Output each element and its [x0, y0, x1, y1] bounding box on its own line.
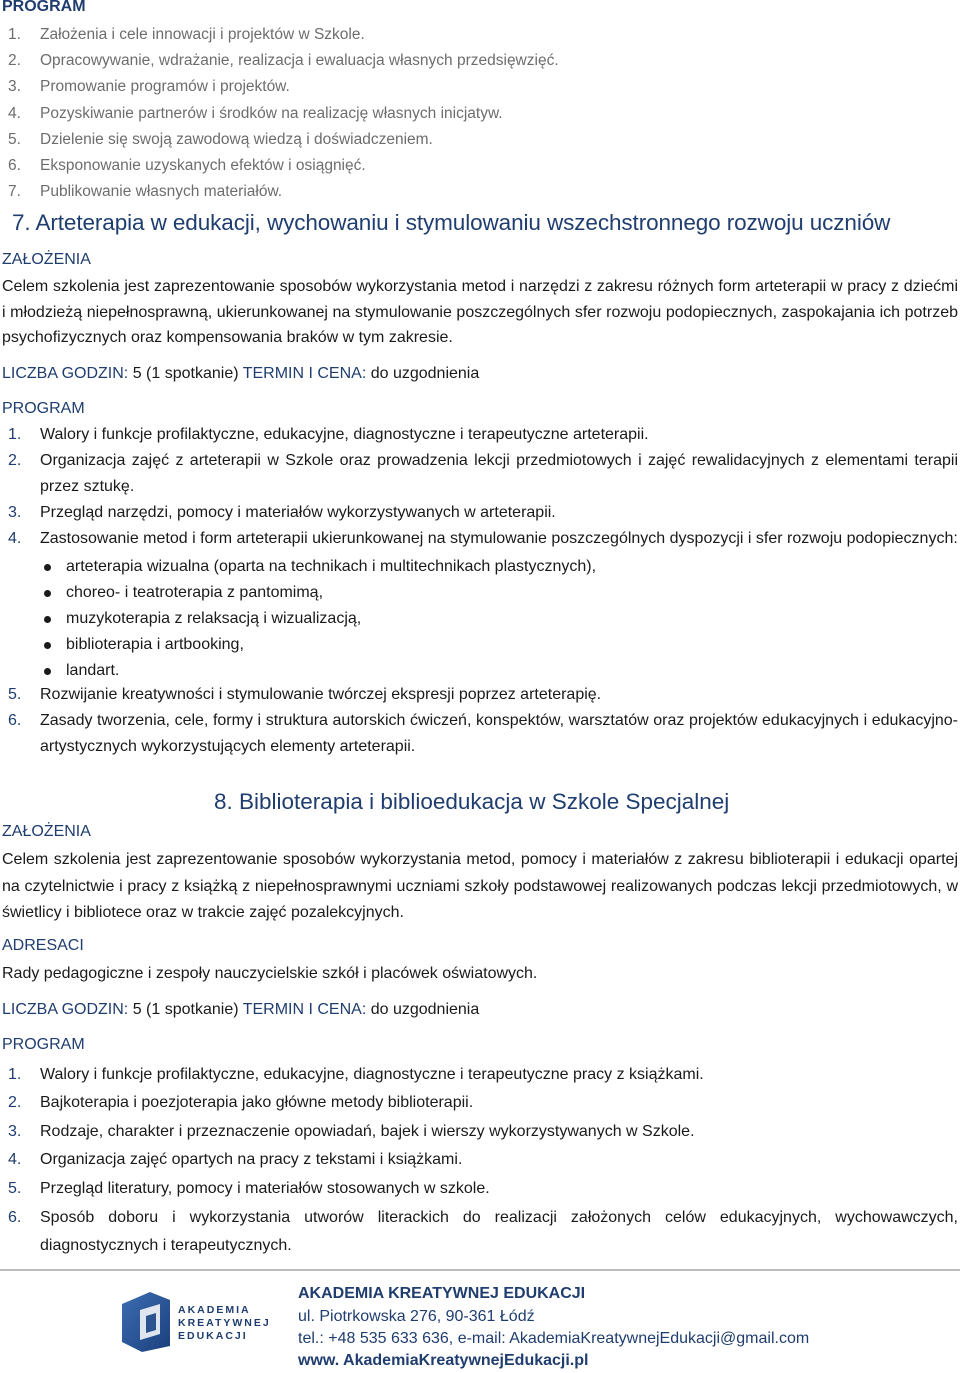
list-item: 2. Bajkoterapia i poezjoterapia jako główne metody biblioterapii.	[8, 1094, 474, 1112]
bullet-item: biblioterapia i artbooking,	[40, 632, 958, 658]
hours-term-7: LICZBA GODZIN: 5 (1 spotkanie) TERMIN I CENA: do uzgodnienia	[2, 365, 480, 382]
list-item: 1. Walory i funkcje profilaktyczne, edukacyjne, diagnostyczne i terapeutyczne pracy z książkami.	[8, 1066, 704, 1083]
adresaci-label: ADRESACI	[2, 937, 84, 954]
adresaci-text: Rady pedagogiczne i zespoły nauczycielskie szkół i placówek oświatowych.	[2, 965, 538, 982]
logo-text-line-1: AKADEMIA	[178, 1304, 251, 1316]
list-item: 6. Zasady tworzenia, cele, formy i struktura autorskich ćwiczeń, konspektów, warsztatów oraz projektów edukacyjnych i edukacyjno-artystycznych wykorzystujących elementy arteterapii.	[8, 712, 958, 755]
footer-org-name: AKADEMIA KREATYWNEJ EDUKACJI	[298, 1285, 586, 1302]
program-list-1	[8, 22, 559, 205]
list-item: 2. Organizacja zajęć z arteterapii w Szkole oraz prowadzenia lekcji przedmiotowych i zajęć rewalidacyjnych z elementami terapii przez sztukę.	[8, 452, 958, 495]
section-8-title: 8. Biblioterapia i biblioedukacja w Szkole Specjalnej	[214, 789, 730, 814]
zalozenia-text-7: Celem szkolenia jest zaprezentowanie sposobów wykorzystania metod i narzędzi z zakresu różnych form arteterapii w pracy z dziećmi i młodzieżą niepełnosprawną, ukierunkowanej na stymulowanie poszczególnych sfer rozwoju podopiecznych, zaspokajania ich potrzeb psychofizycznych oraz kompensowania braków w tym zakresie.	[2, 278, 958, 346]
program-list-7	[8, 422, 958, 759]
list-item: 6. Eksponowanie uzyskanych efektów i osiągnięć.	[8, 156, 366, 174]
zalozenia-label-7: ZAŁOŻENIA	[2, 251, 91, 268]
list-item: 3. Przegląd narzędzi, pomocy i materiałów wykorzystywanych w arteterapii.	[8, 504, 556, 522]
akademia-logo	[120, 1288, 280, 1354]
list-item: 2. Opracowywanie, wdrażanie, realizacja i ewaluacja własnych przedsięwzięć.	[8, 52, 559, 70]
program-label-7: PROGRAM	[2, 400, 85, 417]
list-item: 4. Zastosowanie metod i form arteterapii ukierunkowanej na stymulowanie poszczególnych dyspozycji i sfer rozwoju podopiecznych: arteterapia wizualna (oparta na technikach i multitechnikach plastycznych), choreo- i teatroterapia z pantomimą, muzykoterapia z relaksacją i wizualizacją, biblioterapia i artbooking, landart.	[8, 526, 958, 684]
list-item: 1. Założenia i cele innowacji i projektów w Szkole.	[8, 26, 365, 43]
list-item: 6. Sposób doboru i wykorzystania utworów literackich do realizacji założonych celów edukacyjnych, wychowawczych, diagnostycznych i terapeutycznych.	[8, 1208, 958, 1254]
footer-divider	[0, 1269, 960, 1271]
footer-address: ul. Piotrkowska 276, 90-361 Łódź	[298, 1308, 535, 1325]
zalozenia-text-8: Celem szkolenia jest zaprezentowanie sposobów wykorzystania metod, pomocy i materiałów z zakresu biblioterapii i edukacji opartej na czytelnictwie i pracy z książką z niepełnosprawnymi uczniami szkoły podstawowej realizowanych podczas lekcji przedmiotowych, w świetlicy i bibliotece oraz w trakcie zajęć pozalekcyjnych.	[2, 851, 958, 921]
list-item: 5. Dzielenie się swoją zawodową wiedzą i doświadczeniem.	[8, 130, 433, 148]
list-item: 4. Organizacja zajęć opartych na pracy z tekstami i książkami.	[8, 1151, 463, 1169]
bullet-list	[40, 554, 958, 684]
list-item: 5. Przegląd literatury, pomocy i materiałów stosowanych w szkole.	[8, 1179, 490, 1197]
list-item: 3. Promowanie programów i projektów.	[8, 78, 290, 96]
list-item: 4. Pozyskiwanie partnerów i środków na realizację własnych inicjatyw.	[8, 104, 503, 122]
bullet-item: muzykoterapia z relaksacją i wizualizacją,	[40, 606, 958, 632]
list-item: 1. Walory i funkcje profilaktyczne, edukacyjne, diagnostyczne i terapeutyczne arteterapii.	[8, 426, 649, 443]
bullet-item: choreo- i teatroterapia z pantomimą,	[40, 580, 958, 606]
logo-text-line-2: KREATYWNEJ	[178, 1317, 271, 1329]
program-label-8: PROGRAM	[2, 1036, 85, 1053]
hours-term-8: LICZBA GODZIN: 5 (1 spotkanie) TERMIN I CENA: do uzgodnienia	[2, 1001, 480, 1018]
footer-website[interactable]: www. AkademiaKreatywnejEdukacji.pl	[298, 1352, 589, 1369]
list-item: 5. Rozwijanie kreatywności i stymulowanie twórczej ekspresji poprzez arteterapię.	[8, 685, 602, 703]
zalozenia-label-8: ZAŁOŻENIA	[2, 823, 91, 840]
section-7-title: 7. Arteterapia w edukacji, wychowaniu i stymulowaniu wszechstronnego rozwoju uczniów	[12, 210, 891, 235]
bullet-item: landart.	[40, 658, 958, 684]
program-list-8	[8, 1062, 958, 1260]
list-item: 7. Publikowanie własnych materiałów.	[8, 183, 283, 201]
bullet-item: arteterapia wizualna (oparta na technikach i multitechnikach plastycznych),	[40, 554, 958, 580]
logo-text-line-3: EDUKACJI	[178, 1330, 248, 1342]
program-heading-1: PROGRAM	[2, 0, 86, 15]
footer-contact: tel.: +48 535 633 636, e-mail: AkademiaKreatywnejEdukacji@gmail.com	[298, 1330, 810, 1347]
list-item: 3. Rodzaje, charakter i przeznaczenie opowiadań, bajek i wierszy wykorzystywanych w Szkole.	[8, 1122, 695, 1140]
